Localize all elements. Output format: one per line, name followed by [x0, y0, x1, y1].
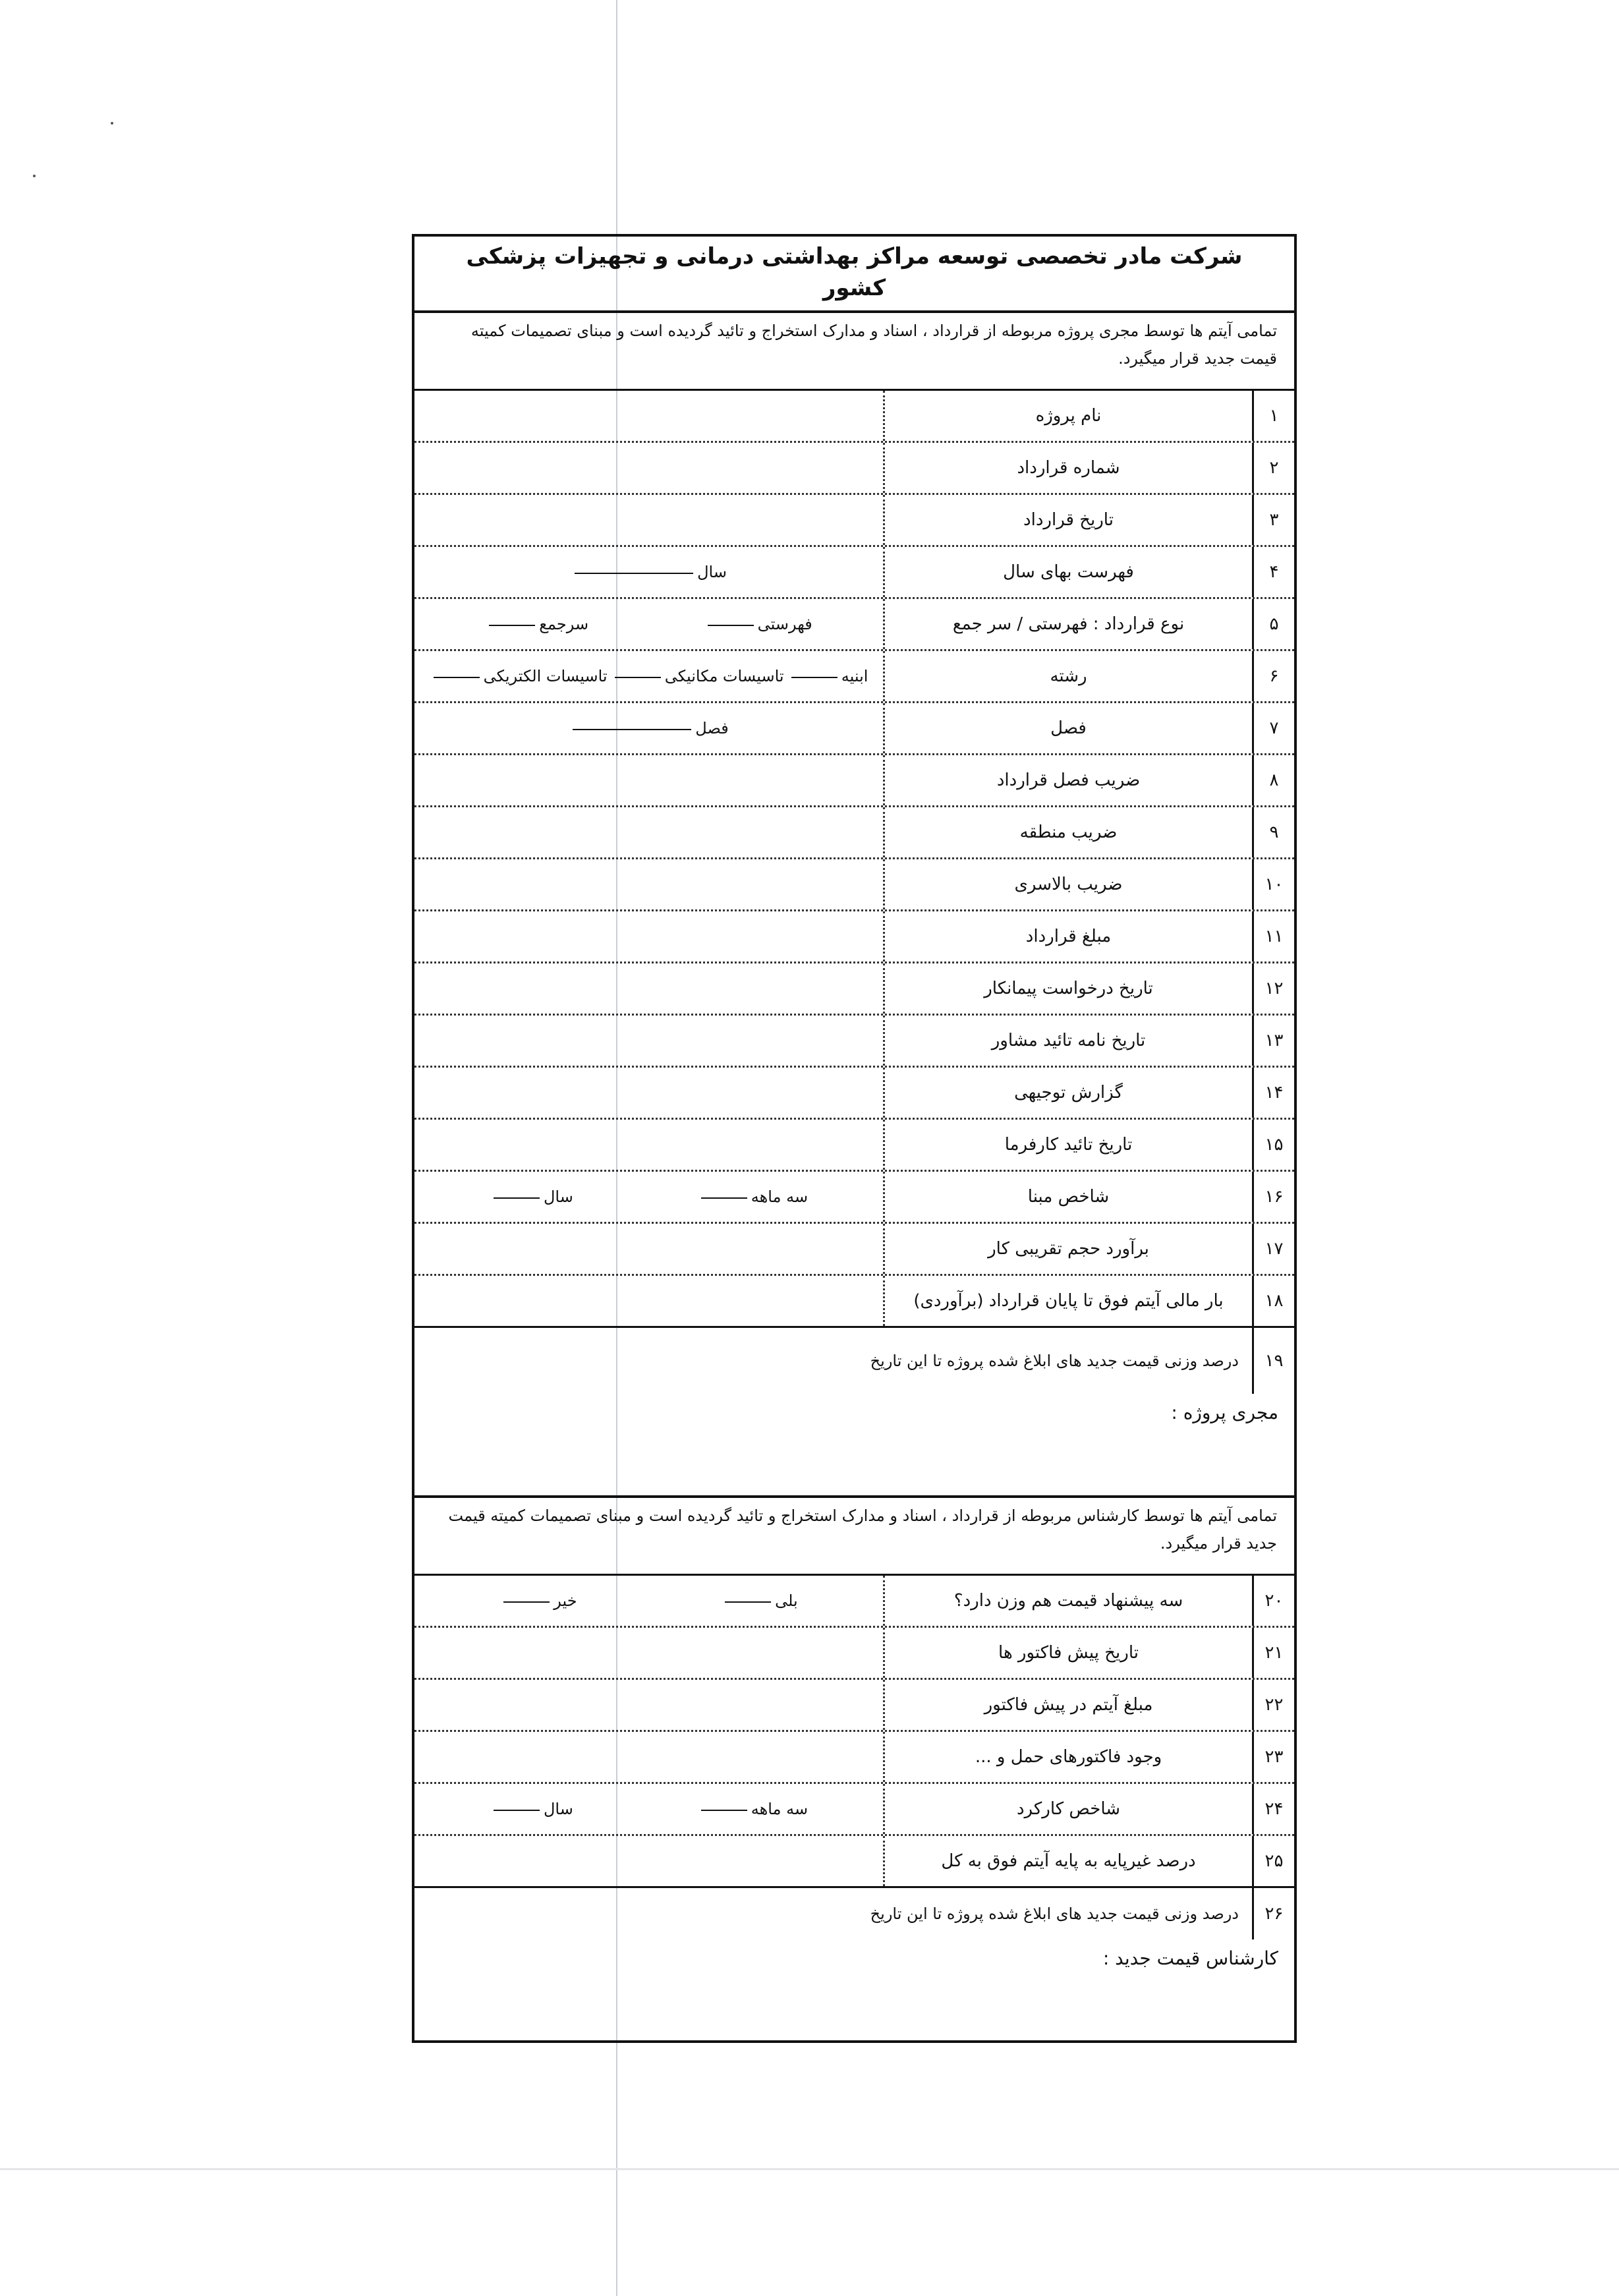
row-number [1252, 1016, 1294, 1066]
row-number-text: ۲۲ [1264, 1695, 1284, 1715]
value-group[interactable] [571, 563, 727, 581]
row-label-text: ضریب منطقه [1019, 822, 1118, 842]
fill-blank-line[interactable] [575, 572, 693, 574]
row-label [883, 391, 1252, 441]
row-number-text: ۱۲ [1264, 979, 1284, 998]
row-value-cell[interactable] [414, 755, 883, 805]
row-number [1252, 1276, 1294, 1326]
table-row [414, 443, 1294, 495]
row-value-cell[interactable] [414, 1628, 883, 1678]
row-label-text: ضریب فصل قرارداد [996, 770, 1141, 790]
row-number-text: ۵ [1269, 614, 1279, 634]
row-label [883, 1784, 1252, 1834]
row-label [883, 1276, 1252, 1326]
row-label [883, 495, 1252, 545]
scan-speck [33, 175, 36, 177]
row-label [883, 1120, 1252, 1170]
table-row [414, 859, 1294, 911]
row-number [1252, 1628, 1294, 1678]
table-row [414, 1732, 1294, 1784]
section2-intro [414, 1498, 1294, 1576]
option-group[interactable] [611, 667, 784, 685]
value-group[interactable] [569, 719, 728, 737]
row-label-text: فصل [1050, 718, 1087, 738]
row-label [883, 599, 1252, 649]
row-value-cell[interactable] [414, 1224, 883, 1274]
row-value-cell[interactable] [414, 859, 883, 909]
fill-blank-line[interactable] [489, 624, 535, 626]
value-label: سال [697, 563, 727, 581]
company-title [412, 234, 1297, 313]
row-number [1252, 755, 1294, 805]
fill-blank-line[interactable] [701, 1809, 747, 1811]
row-number [1252, 1172, 1294, 1222]
row-label [883, 1628, 1252, 1678]
row-label-text: گزارش توجیهی [1014, 1083, 1123, 1103]
fill-blank-line[interactable] [615, 676, 661, 678]
scan-horizontal-band [0, 2168, 1619, 2170]
row-number-text: ۲۶ [1264, 1904, 1284, 1924]
section1-intro [414, 313, 1294, 391]
row-number-text: ۲۵ [1264, 1851, 1284, 1871]
row-label [883, 1224, 1252, 1274]
row-number [1252, 1576, 1294, 1626]
row-label [883, 1836, 1252, 1886]
option-label: خیر [554, 1592, 577, 1610]
row-label-text: بار مالی آیتم فوق تا پایان قرارداد (برآوردی) [913, 1291, 1224, 1311]
section1-table [414, 391, 1294, 1394]
table-row [414, 495, 1294, 547]
row-label [883, 1068, 1252, 1118]
row-value-cell[interactable] [414, 1576, 883, 1626]
row-label [883, 755, 1252, 805]
row-value-cell[interactable] [414, 391, 883, 441]
row-label-full [414, 1328, 1252, 1394]
row-label-text: سه پیشنهاد قیمت هم وزن دارد؟ [953, 1591, 1183, 1611]
fill-blank-line[interactable] [503, 1601, 550, 1603]
row-value-cell[interactable] [414, 1120, 883, 1170]
row-label [883, 1576, 1252, 1626]
row-label [883, 1680, 1252, 1730]
row-value-cell[interactable] [414, 1276, 883, 1326]
table-row [414, 651, 1294, 703]
row-number-text: ۲۳ [1264, 1747, 1284, 1767]
row-label [883, 1732, 1252, 1782]
option-label: سه ماهه [751, 1188, 809, 1206]
row-label-text: تاریخ پیش فاکتور ها [998, 1643, 1139, 1663]
row-label-text: برآورد حجم تقریبی کار [988, 1239, 1149, 1259]
row-number-text: ۶ [1269, 666, 1279, 686]
row-label [883, 443, 1252, 493]
row-label-full [414, 1888, 1252, 1939]
table-row [414, 547, 1294, 599]
company-title-text: شرکت مادر تخصصی توسعه مراکز بهداشتی درمانی و تجهیزات پزشکی کشور [466, 243, 1243, 301]
option-group[interactable] [721, 1592, 798, 1610]
option-group[interactable] [697, 1188, 808, 1206]
row-label-text: درصد غیرپایه به پایه آیتم فوق به کل [941, 1851, 1196, 1871]
row-number-text: ۳ [1269, 510, 1279, 530]
row-value-cell[interactable] [414, 1680, 883, 1730]
table-row [414, 1836, 1294, 1888]
table-row [414, 1276, 1294, 1328]
row-number [1252, 703, 1294, 753]
option-group[interactable] [490, 1188, 573, 1206]
row-number [1252, 1120, 1294, 1170]
row-label-text: شماره قرارداد [1017, 458, 1120, 478]
row-number-text: ۱۳ [1264, 1031, 1284, 1050]
table-row-last [414, 1888, 1294, 1939]
table-row [414, 1016, 1294, 1068]
row-number-text: ۱ [1269, 406, 1279, 426]
row-number [1252, 547, 1294, 597]
table-row [414, 1680, 1294, 1732]
fill-blank-line[interactable] [725, 1601, 771, 1603]
row-number-text: ۷ [1269, 718, 1279, 738]
option-label: تاسیسات مکانیکی [664, 667, 784, 685]
value-label: فصل [695, 719, 729, 737]
row-label-text: نام پروژه [1035, 406, 1102, 426]
table-row [414, 1576, 1294, 1628]
fill-blank-line[interactable] [701, 1197, 747, 1199]
row-number [1252, 1888, 1294, 1939]
table-row [414, 963, 1294, 1016]
scan-speck [111, 122, 113, 125]
row-number-text: ۱۴ [1264, 1083, 1284, 1103]
option-group[interactable] [430, 667, 608, 685]
row-number [1252, 859, 1294, 909]
row-label-text: مبلغ آیتم در پیش فاکتور [984, 1695, 1153, 1715]
row-number [1252, 391, 1294, 441]
row-number [1252, 443, 1294, 493]
option-group[interactable] [490, 1800, 573, 1818]
table-row [414, 807, 1294, 859]
row-number-text: ۱۷ [1264, 1239, 1284, 1259]
row-number-text: ۸ [1269, 770, 1279, 790]
row-number [1252, 495, 1294, 545]
row-label-text: تاریخ قرارداد [1023, 510, 1114, 530]
row-number-text: ۲۱ [1264, 1643, 1284, 1663]
option-group[interactable] [499, 1592, 577, 1610]
row-label [883, 651, 1252, 701]
row-label-text: درصد وزنی قیمت جدید های ابلاغ شده پروژه تا این تاریخ [870, 1905, 1239, 1923]
table-row [414, 1224, 1294, 1276]
row-label-text: درصد وزنی قیمت جدید های ابلاغ شده پروژه تا این تاریخ [870, 1352, 1239, 1370]
row-label-text: مبلغ قرارداد [1025, 927, 1112, 946]
row-label-text: شاخص کارکرد [1016, 1799, 1121, 1819]
fill-blank-line[interactable] [434, 676, 480, 678]
row-label-text: وجود فاکتورهای حمل و ... [975, 1747, 1162, 1767]
row-value-cell[interactable] [414, 911, 883, 961]
section2-signature-box [414, 1939, 1294, 2040]
row-number [1252, 963, 1294, 1014]
row-label-text: تاریخ درخواست پیمانکار [984, 979, 1153, 998]
option-label: سال [543, 1188, 573, 1206]
row-number [1252, 1836, 1294, 1886]
row-number [1252, 1068, 1294, 1118]
table-row [414, 1120, 1294, 1172]
row-value-cell[interactable] [414, 1068, 883, 1118]
row-value-cell[interactable] [414, 599, 883, 649]
fill-blank-line[interactable] [494, 1197, 540, 1199]
row-value-cell[interactable] [414, 963, 883, 1014]
row-label-text: نوع قرارداد : فهرستی / سر جمع [952, 614, 1185, 634]
table-row [414, 755, 1294, 807]
row-number-text: ۴ [1269, 562, 1279, 582]
row-number-text: ۹ [1269, 822, 1279, 842]
row-label-text: ضریب بالاسری [1014, 875, 1123, 894]
option-label: سرجمع [539, 615, 589, 633]
row-number-text: ۲ [1269, 458, 1279, 478]
row-number [1252, 807, 1294, 857]
option-group[interactable] [485, 615, 588, 633]
row-value-cell[interactable] [414, 651, 883, 701]
row-number [1252, 1784, 1294, 1834]
table-row [414, 911, 1294, 963]
row-label [883, 1172, 1252, 1222]
option-label: سه ماهه [751, 1800, 809, 1818]
table-row [414, 1628, 1294, 1680]
row-number-text: ۲۰ [1264, 1591, 1284, 1611]
option-label: سال [543, 1800, 573, 1818]
option-group[interactable] [787, 667, 868, 685]
project-executor-label: مجری پروژه : [1171, 1402, 1278, 1423]
table-row [414, 703, 1294, 755]
row-value-cell[interactable] [414, 807, 883, 857]
option-group[interactable] [704, 615, 812, 633]
row-label [883, 963, 1252, 1014]
option-label: تاسیسات الکتریکی [483, 667, 608, 685]
row-number [1252, 599, 1294, 649]
section1-intro-text: تمامی آیتم ها توسط مجری پروژه مربوطه از قرارداد ، اسناد و مدارک استخراج و تائید گردیده است و مبنای تصمیمات کمیته قیمت جدید قرار میگیرد. [470, 322, 1277, 368]
row-label [883, 807, 1252, 857]
row-value-cell[interactable] [414, 1016, 883, 1066]
fill-blank-line[interactable] [494, 1809, 540, 1811]
row-value-cell[interactable] [414, 703, 883, 753]
section1-signature-box [414, 1394, 1294, 1498]
row-label [883, 547, 1252, 597]
row-value-cell[interactable] [414, 1784, 883, 1834]
row-number-text: ۱۵ [1264, 1135, 1284, 1155]
row-number-text: ۱۸ [1264, 1291, 1284, 1311]
option-label: بلی [775, 1592, 798, 1610]
row-number [1252, 1224, 1294, 1274]
section2-intro-text: تمامی آیتم ها توسط کارشناس مربوطه از قرارداد ، اسناد و مدارک استخراج و تائید گردیده است و مبنای تصمیمات کمیته قیمت جدید قرار میگیرد. [448, 1507, 1277, 1553]
table-row [414, 1172, 1294, 1224]
row-label [883, 911, 1252, 961]
row-number [1252, 1328, 1294, 1394]
table-row [414, 1068, 1294, 1120]
row-value-cell[interactable] [414, 495, 883, 545]
row-label-text: تاریخ نامه تائید مشاور [991, 1031, 1146, 1050]
row-label [883, 703, 1252, 753]
row-label-text: شاخص مبنا [1027, 1187, 1110, 1207]
row-value-cell[interactable] [414, 443, 883, 493]
table-row-last [414, 1328, 1294, 1394]
row-value-cell[interactable] [414, 547, 883, 597]
row-number-text: ۲۴ [1264, 1799, 1284, 1819]
row-label-text: فهرست بهای سال [1003, 562, 1134, 582]
row-number [1252, 1732, 1294, 1782]
table-row [414, 1784, 1294, 1836]
row-label [883, 859, 1252, 909]
row-value-cell[interactable] [414, 1172, 883, 1222]
row-number [1252, 1680, 1294, 1730]
row-label-text: رشته [1050, 666, 1087, 686]
row-number-text: ۱۰ [1264, 875, 1284, 894]
fill-blank-line[interactable] [791, 676, 838, 678]
price-expert-label: کارشناس قیمت جدید : [1102, 1947, 1278, 1969]
row-value-cell[interactable] [414, 1732, 883, 1782]
option-label: فهرستی [757, 615, 812, 633]
row-label-text: تاریخ تائید کارفرما [1004, 1135, 1133, 1155]
row-number [1252, 911, 1294, 961]
fill-blank-line[interactable] [708, 624, 754, 626]
row-label [883, 1016, 1252, 1066]
row-number-text: ۱۹ [1264, 1351, 1284, 1371]
row-number-text: ۱۱ [1264, 927, 1284, 946]
row-number [1252, 651, 1294, 701]
section2-table [414, 1576, 1294, 1939]
option-label: ابنیه [841, 667, 868, 685]
fill-blank-line[interactable] [573, 728, 691, 730]
table-row [414, 599, 1294, 651]
row-value-cell[interactable] [414, 1836, 883, 1886]
option-group[interactable] [697, 1800, 808, 1818]
table-row [414, 391, 1294, 443]
row-number-text: ۱۶ [1264, 1187, 1284, 1207]
